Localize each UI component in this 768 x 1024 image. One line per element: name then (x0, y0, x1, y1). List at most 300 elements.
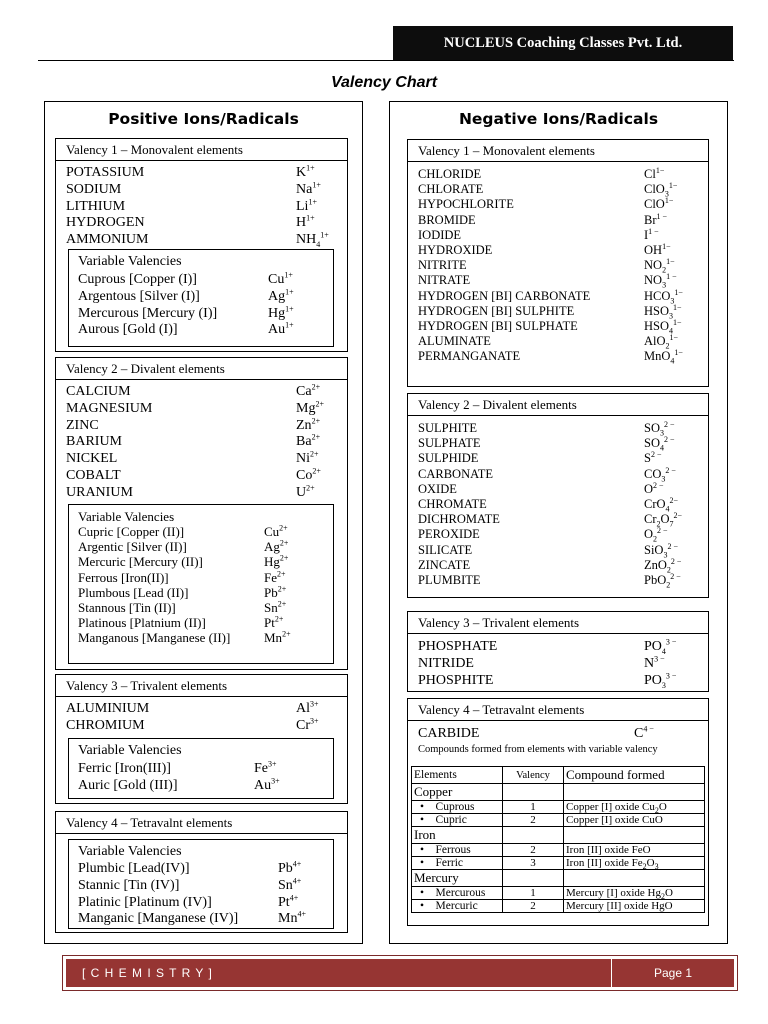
symbol-charge: 3 − (654, 654, 665, 664)
element-group-name: Iron (412, 827, 503, 844)
empty-cell (564, 870, 705, 887)
ion-row (78, 322, 298, 339)
compound-cell (564, 857, 705, 870)
ion-symbol (644, 228, 694, 243)
ion-name: Argentous [Silver (I)] (78, 288, 200, 304)
ion-symbol (296, 196, 338, 216)
ion-row (418, 421, 694, 436)
ion-row (78, 615, 292, 630)
symbol-charge: 2 − (667, 541, 678, 551)
element-name: Cuprous (435, 801, 475, 813)
element-cell (412, 887, 503, 900)
ion-symbol (644, 273, 694, 288)
ion-name: POTASSIUM (66, 165, 145, 180)
ion-name: Stannous [Tin (II)] (78, 600, 176, 616)
symbol-base: NH (296, 232, 317, 248)
compound-text-2: O (646, 857, 655, 869)
page-title: Valency Chart (330, 74, 438, 91)
positive-valency-1 (55, 138, 348, 352)
ion-name: NITRITE (418, 258, 467, 273)
symbol-base: Ni (296, 451, 310, 467)
element-name: Ferric (435, 857, 463, 869)
footer (62, 955, 738, 991)
compound-cell (564, 844, 705, 857)
ion-symbol (264, 524, 292, 539)
ion-symbol (644, 497, 694, 512)
symbol-charge: 1− (655, 165, 665, 175)
symbol-base: Au (268, 322, 286, 338)
symbol-charge: 1− (673, 317, 682, 327)
symbol-charge: 1− (666, 257, 675, 267)
positive-valency-4 (55, 811, 348, 933)
ion-row (78, 778, 284, 795)
symbol-base: MnO (644, 349, 671, 364)
symbol-charge: 2+ (315, 399, 324, 409)
ion-symbol (644, 482, 694, 497)
symbol-base: SiO (644, 542, 664, 557)
ion-symbol (268, 322, 298, 339)
ion-row (78, 272, 298, 289)
box-heading: Valency 3 – Trivalent elements (56, 675, 347, 697)
ion-name: CALCIUM (66, 384, 131, 399)
symbol-base: Mg (296, 400, 316, 416)
ion-name: PERMANGANATE (418, 349, 521, 364)
symbol-base: CrO (644, 497, 666, 512)
ion-symbol (278, 911, 310, 928)
ion-row (418, 334, 694, 349)
ion-row (418, 726, 684, 743)
symbol-base: Li (296, 198, 309, 214)
ion-name: URANIUM (66, 484, 133, 500)
symbol-subscript: 3 (659, 428, 664, 438)
compound-text: Mercury [II] oxide HgO (566, 900, 673, 912)
ion-row (418, 258, 694, 273)
ion-symbol (296, 718, 328, 735)
ion-row (418, 670, 694, 690)
element-name: Mercuric (435, 900, 478, 912)
symbol-base: U (296, 484, 307, 500)
symbol-charge: 2+ (277, 599, 287, 609)
symbol-charge: 2 − (665, 465, 676, 475)
symbol-charge: 2+ (279, 523, 288, 533)
valency-cell: 2 (503, 900, 564, 913)
ion-symbol (296, 485, 328, 502)
symbol-base: Ba (296, 434, 312, 450)
ion-name: SODIUM (66, 181, 122, 197)
box-heading: Valency 4 – Tetravalnt elements (408, 699, 708, 721)
symbol-subscript: 2 (666, 565, 671, 575)
table-row (412, 900, 705, 913)
ion-name: Mercurous [Mercury (I)] (78, 305, 218, 321)
element-name: Mercurous (435, 887, 486, 899)
bullet-icon: • (420, 814, 436, 826)
symbol-charge: 1+ (284, 270, 293, 280)
footer-page-number: Page 1 (654, 966, 693, 980)
ion-symbol (644, 304, 694, 319)
ion-name: Ferrous [Iron(II)] (78, 569, 169, 585)
symbol-base: Cl (644, 167, 656, 181)
symbol-charge: 1+ (306, 163, 315, 173)
compound-table (411, 766, 705, 913)
ion-row (66, 196, 338, 216)
symbol-charge: 2+ (277, 584, 287, 594)
compound-cell (564, 814, 705, 827)
symbol-base: Au (254, 777, 272, 793)
valency-cell: 2 (503, 844, 564, 857)
symbol-base: AlO (644, 334, 666, 349)
ion-name: NITRATE (418, 273, 471, 288)
ion-name: PHOSPHATE (418, 639, 498, 654)
ion-row (66, 401, 328, 418)
compound-note: Compounds formed from elements with variable valency (418, 744, 658, 755)
ion-symbol (644, 558, 694, 573)
ion-name: Cupric [Copper (II)] (78, 524, 185, 539)
ion-symbol (644, 167, 694, 182)
compound-text: Copper [I] oxide Cu (566, 801, 655, 813)
symbol-subscript: 3 (662, 280, 667, 290)
negative-valency-2 (407, 393, 709, 598)
symbol-charge: 1+ (285, 320, 294, 330)
symbol-charge: 2+ (282, 630, 291, 640)
symbol-subscript: 3 (670, 296, 675, 306)
compound-subscript: 2 (654, 806, 659, 816)
symbol-charge: 3+ (271, 776, 280, 786)
positive-title: Positive Ions/Radicals (108, 110, 299, 128)
element-cell (412, 844, 503, 857)
ion-row (418, 527, 694, 542)
empty-cell (503, 827, 564, 844)
ion-symbol (644, 243, 694, 258)
ion-row (66, 434, 328, 451)
ion-row (78, 878, 310, 895)
ion-symbol (644, 436, 694, 451)
col-valency: Valency (503, 767, 564, 784)
negative-valency-4 (407, 698, 709, 926)
symbol-charge: 1+ (306, 213, 315, 223)
symbol-subscript-2: 7 (669, 519, 674, 529)
table-row (412, 857, 705, 870)
ion-symbol (644, 421, 694, 436)
positive-valency-3 (55, 674, 348, 804)
ion-row (78, 761, 284, 778)
ion-name: CHLORATE (418, 182, 484, 197)
ion-row (66, 451, 328, 468)
ion-name: ALUMINATE (418, 334, 491, 349)
bullet-icon: • (420, 857, 436, 869)
ion-symbol (296, 182, 338, 199)
ion-name: Platinous [Platnium (II)] (78, 615, 206, 631)
ion-row (78, 911, 310, 928)
table-group-row (412, 784, 705, 801)
symbol-charge: 1 − (656, 211, 668, 221)
ion-row (66, 718, 328, 735)
symbol-base: H (296, 215, 307, 231)
symbol-subscript: 2 (662, 265, 667, 275)
negative-valency-1 (407, 139, 709, 387)
ion-row (66, 165, 338, 182)
ion-name: HYDROGEN [BI] SULPHATE (418, 319, 578, 334)
symbol-charge: 2 − (650, 450, 662, 460)
bullet-icon: • (420, 900, 436, 912)
symbol-charge: 4+ (292, 876, 302, 886)
symbol-base: O (644, 481, 654, 496)
ion-symbol (634, 726, 684, 743)
symbol-base: PbO (644, 573, 667, 588)
ion-name: COBALT (66, 467, 121, 483)
table-group-row (412, 827, 705, 844)
ion-row (418, 573, 694, 588)
symbol-subscript: 2 (665, 341, 670, 351)
variable-valencies-box (68, 249, 334, 347)
symbol-charge: 1+ (308, 196, 317, 206)
ion-name: SILICATE (418, 542, 473, 557)
symbol-charge: 2+ (311, 415, 321, 425)
ion-name: Manganic [Manganese (IV)] (78, 911, 239, 927)
symbol-base: Hg (268, 305, 286, 321)
compound-subscript-2: 3 (654, 862, 659, 872)
symbol-charge: 1− (674, 287, 683, 297)
ion-row (418, 304, 694, 319)
symbol-base-2: O (660, 512, 670, 527)
valency-cell: 3 (503, 857, 564, 870)
ion-name: PEROXIDE (418, 527, 480, 542)
variable-valencies-label: Variable Valencies (78, 509, 175, 524)
ion-row (418, 319, 694, 334)
symbol-charge: 1− (673, 302, 682, 312)
symbol-base: Zn (296, 417, 312, 433)
symbol-base: Pt (278, 894, 290, 910)
ion-name: ZINCATE (418, 557, 471, 572)
symbol-charge: 2+ (274, 614, 284, 624)
variable-valencies-label: Variable Valencies (78, 254, 182, 269)
symbol-charge: 2+ (279, 538, 289, 548)
ion-symbol (254, 778, 284, 795)
symbol-subscript: 3 (661, 680, 666, 690)
compound-text-2: O (665, 887, 673, 899)
empty-cell (564, 784, 705, 801)
symbol-base: Al (296, 701, 310, 716)
ion-row (418, 497, 694, 512)
symbol-base: NO (644, 273, 663, 288)
ion-symbol (644, 334, 694, 349)
symbol-base: NO (644, 258, 663, 273)
symbol-charge: 2+ (279, 554, 289, 564)
ion-name: Auric [Gold (III)] (78, 777, 178, 793)
ion-row (418, 558, 694, 573)
ion-name: PHOSPHITE (418, 672, 494, 688)
valency-cell: 1 (503, 887, 564, 900)
symbol-base: Br (644, 212, 657, 227)
ion-name: Platinic [Platinum (IV)] (78, 894, 212, 910)
ion-symbol (264, 570, 292, 585)
symbol-base: Pb (264, 584, 278, 600)
ion-name: AMMONIUM (66, 232, 149, 248)
ion-name: Mercuric [Mercury (II)] (78, 554, 203, 570)
symbol-charge: 4+ (289, 892, 299, 902)
symbol-charge: 2+ (277, 569, 286, 579)
symbol-charge: 3+ (310, 699, 319, 709)
symbol-charge: 2+ (310, 449, 319, 459)
box-heading: Valency 2 – Divalent elements (56, 358, 347, 380)
symbol-base: N (644, 655, 655, 671)
ion-name: HYDROXIDE (418, 243, 493, 258)
valency-cell: 2 (503, 814, 564, 827)
symbol-subscript: 2 (656, 519, 661, 529)
ion-row (418, 197, 694, 212)
symbol-charge: 1− (662, 241, 671, 251)
ion-row (418, 213, 694, 228)
ion-symbol (264, 554, 292, 569)
symbol-base: PO (644, 639, 662, 654)
ion-row (418, 349, 694, 364)
box-heading: Valency 1 – Monovalent elements (56, 139, 347, 161)
table-row (412, 844, 705, 857)
ion-symbol (264, 585, 292, 600)
ion-name: CHROMIUM (66, 717, 145, 733)
ion-name: SULPHIDE (418, 451, 479, 466)
symbol-subscript: 3 (664, 189, 669, 199)
compound-subscript: 2 (661, 892, 665, 902)
ion-symbol (644, 512, 694, 527)
symbol-charge: 1+ (312, 180, 321, 190)
ion-name: OXIDE (418, 481, 457, 496)
symbol-charge: 4 − (643, 724, 654, 734)
symbol-base: K (296, 165, 307, 180)
symbol-base: C (634, 726, 644, 741)
symbol-base: Mn (264, 630, 283, 646)
ion-name: ZINC (66, 417, 99, 433)
element-cell (412, 857, 503, 870)
ion-row (66, 701, 328, 718)
ion-row (418, 243, 694, 258)
positive-valency-2 (55, 357, 348, 670)
symbol-base: Na (296, 181, 313, 197)
ion-symbol (644, 573, 694, 588)
symbol-base: SO (644, 436, 660, 451)
ion-row (78, 570, 292, 585)
compound-cell (564, 887, 705, 900)
ion-name: HYPOCHLORITE (418, 197, 514, 212)
symbol-subscript: 3 (663, 550, 668, 560)
symbol-base: Cr (296, 717, 310, 733)
ion-symbol (264, 630, 292, 645)
ion-symbol (644, 639, 694, 656)
box-heading: Valency 2 – Divalent elements (408, 394, 708, 416)
positive-column (44, 101, 363, 944)
ion-name: Cuprous [Copper (I)] (78, 272, 197, 287)
symbol-base: ZnO (644, 557, 667, 572)
ion-name: HYDROGEN (66, 215, 145, 231)
element-cell (412, 801, 503, 814)
symbol-charge: 4+ (292, 859, 302, 869)
empty-cell (503, 870, 564, 887)
ion-name: CHROMATE (418, 497, 487, 512)
symbol-base: ClO (644, 182, 665, 197)
ion-row (418, 639, 694, 656)
ion-row (78, 524, 292, 539)
ion-symbol (644, 213, 694, 228)
symbol-charge: 2− (669, 495, 679, 505)
symbol-base: Pb (278, 861, 293, 876)
ion-name: HYDROGEN [BI] CARBONATE (418, 288, 591, 303)
symbol-base: Pt (264, 615, 275, 631)
compound-text: Mercury [I] oxide Hg (566, 887, 661, 899)
symbol-base: S (644, 451, 651, 466)
variable-valencies-box (68, 839, 334, 929)
symbol-charge: 2 − (663, 419, 675, 429)
table-row (412, 887, 705, 900)
ion-row (78, 585, 292, 600)
table-row (412, 814, 705, 827)
ion-row (78, 630, 292, 645)
symbol-base: OH (644, 243, 663, 258)
ion-symbol (644, 467, 694, 482)
variable-valencies-label: Variable Valencies (78, 844, 182, 859)
symbol-base: Co (296, 467, 313, 483)
symbol-subscript: 3 (669, 311, 674, 321)
symbol-base: I (644, 227, 649, 242)
variable-valencies-label: Variable Valencies (78, 743, 182, 758)
symbol-base: Cu (268, 272, 285, 287)
ion-name: CARBONATE (418, 466, 494, 481)
col-elements: Elements (412, 767, 503, 784)
symbol-charge: 3 − (665, 670, 677, 680)
symbol-charge: 1− (668, 181, 678, 191)
symbol-charge: 2− (673, 511, 683, 521)
symbol-charge: 2 − (670, 571, 681, 581)
ion-symbol (644, 289, 694, 304)
ion-row (66, 415, 328, 435)
ion-row (78, 303, 298, 323)
ion-name: MAGNESIUM (66, 400, 153, 416)
symbol-charge: 2+ (311, 432, 321, 442)
ion-row (66, 468, 328, 485)
symbol-base: Fe (254, 761, 268, 776)
symbol-charge: 2 − (670, 556, 682, 566)
symbol-base: Sn (264, 600, 278, 616)
footer-subject: [ C H E M I S T R Y ] (82, 966, 213, 980)
bullet-icon: • (420, 801, 436, 813)
bullet-icon: • (420, 887, 436, 899)
ion-name: HYDROGEN [BI] SULPHITE (418, 303, 575, 318)
symbol-charge: 2+ (306, 483, 315, 493)
symbol-base: ClO (644, 197, 665, 212)
ion-row (418, 289, 694, 304)
symbol-subscript: 4 (661, 646, 666, 656)
ion-row (78, 554, 292, 569)
ion-name: BROMIDE (418, 212, 476, 227)
valency-cell: 1 (503, 801, 564, 814)
ion-row (78, 892, 310, 912)
ion-name: Argentic [Silver (II)] (78, 539, 187, 555)
ion-row (66, 215, 338, 232)
compound-text-2: O (658, 801, 667, 813)
ion-name: PLUMBITE (418, 573, 481, 588)
symbol-charge: 3 − (665, 637, 677, 647)
ion-row (418, 512, 694, 527)
ion-symbol (644, 319, 694, 334)
element-cell (412, 900, 503, 913)
ion-name: NICKEL (66, 451, 118, 467)
symbol-charge: 4+ (297, 909, 306, 919)
ion-name: NITRIDE (418, 655, 474, 671)
symbol-subscript: 4 (659, 443, 664, 453)
ion-row (418, 273, 694, 288)
ion-name: Plumbous [Lead (II)] (78, 584, 189, 600)
element-name: Cupric (435, 814, 467, 826)
symbol-subscript: 2 (666, 580, 671, 590)
compound-text: Iron [II] oxide Fe (566, 857, 643, 869)
